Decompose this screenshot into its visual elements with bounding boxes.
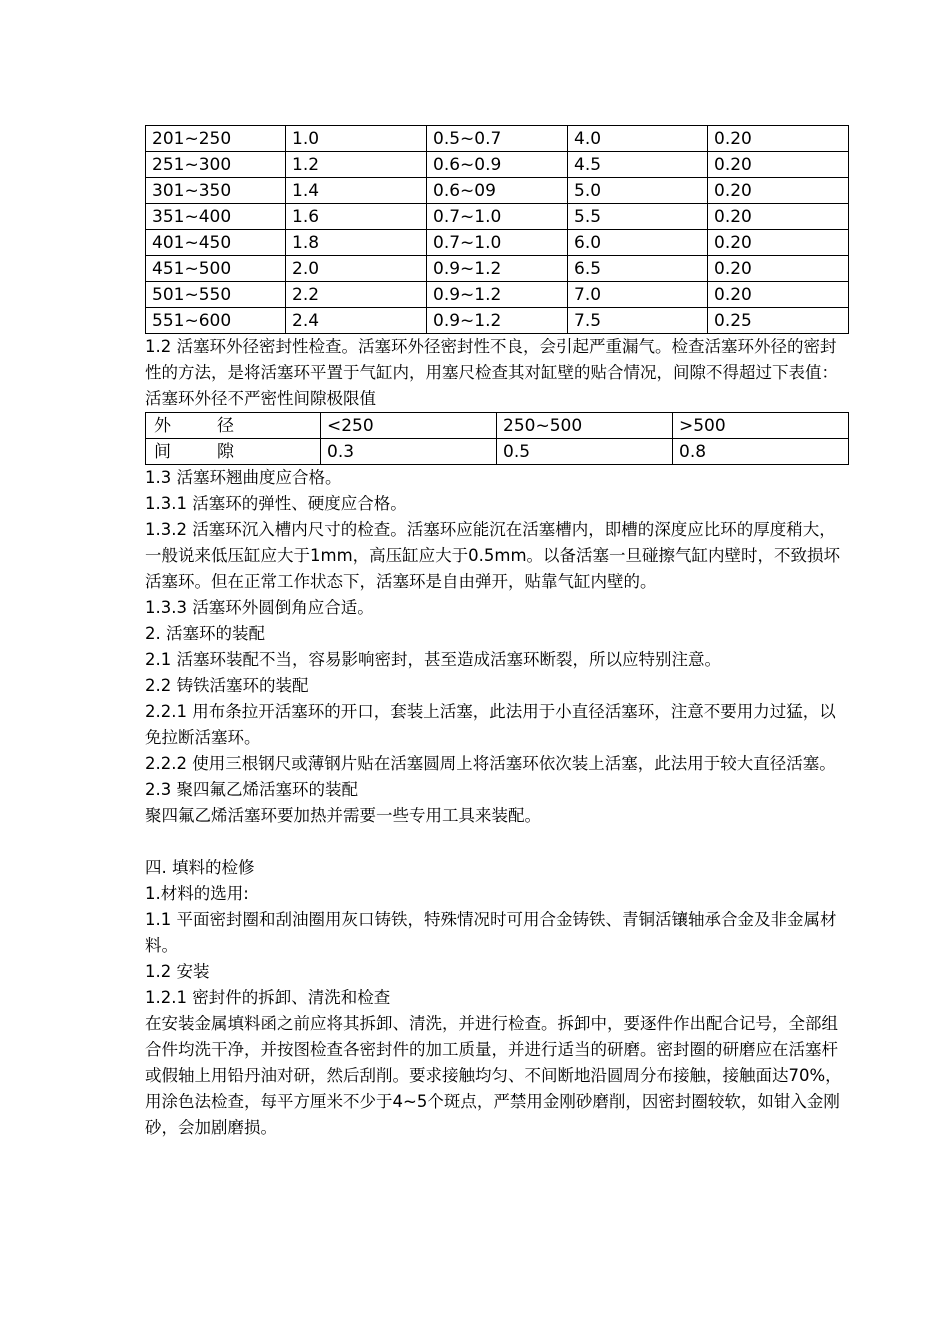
table-cell: 0.20 bbox=[708, 126, 849, 152]
paragraph-group-1 bbox=[145, 465, 848, 829]
table-cell: 0.8 bbox=[673, 439, 849, 465]
table-cell: 0.5 bbox=[497, 439, 673, 465]
table-cell: 0.20 bbox=[708, 204, 849, 230]
paragraph-group-2 bbox=[145, 855, 848, 1141]
table-cell: 7.5 bbox=[568, 308, 708, 334]
table-cell: 351~400 bbox=[146, 204, 286, 230]
section-heading: 四. 填料的检修 bbox=[145, 858, 255, 877]
table-row bbox=[146, 152, 849, 178]
paragraph: 1.1 平面密封圈和刮油圈用灰口铸铁，特殊情况时可用合金铸铁、青铜活镶轴承合金及非金属材料。 bbox=[145, 910, 837, 955]
paragraph: 2.2.2 使用三根钢尺或薄钢片贴在活塞圆周上将活塞环依次装上活塞，此法用于较大直径活塞。 bbox=[145, 754, 836, 773]
table-cell: 551~600 bbox=[146, 308, 286, 334]
table-cell: 0.25 bbox=[708, 308, 849, 334]
paragraph: 2.3 聚四氟乙烯活塞环的装配 bbox=[145, 780, 358, 799]
table-cell: 0.20 bbox=[708, 178, 849, 204]
table-cell: 301~350 bbox=[146, 178, 286, 204]
paragraph: 1.2.1 密封件的拆卸、清洗和检查 bbox=[145, 988, 391, 1007]
table-row bbox=[146, 204, 849, 230]
paragraph: 2.2 铸铁活塞环的装配 bbox=[145, 676, 309, 695]
table-cell: 1.8 bbox=[286, 230, 427, 256]
table-cell: 0.6~0.9 bbox=[427, 152, 568, 178]
table-cell: 250~500 bbox=[497, 413, 673, 439]
table-cell: 4.5 bbox=[568, 152, 708, 178]
paragraph: 1.3.3 活塞环外圆倒角应合适。 bbox=[145, 598, 374, 617]
table-cell: 间 隙 bbox=[146, 439, 321, 465]
paragraph: 1.3.2 活塞环沉入槽内尺寸的检查。活塞环应能沉在活塞槽内，即槽的深度应比环的厚度稍大，一般说来低压缸应大于1mm，高压缸应大于0.5mm。以备活塞一旦碰擦气缸内壁时，不致损坏活塞环。但在正常工作状态下，活塞环是自由弹开，贴靠气缸内壁的。 bbox=[145, 520, 841, 591]
paragraph: 1.3.1 活塞环的弹性、硬度应合格。 bbox=[145, 494, 407, 513]
table-cell: 6.0 bbox=[568, 230, 708, 256]
table-cell: 0.5~0.7 bbox=[427, 126, 568, 152]
paragraph: 聚四氟乙烯活塞环要加热并需要一些专用工具来装配。 bbox=[145, 806, 541, 825]
paragraph: 1.2 安装 bbox=[145, 962, 210, 981]
table-cell: 1.2 bbox=[286, 152, 427, 178]
table-cell: 2.4 bbox=[286, 308, 427, 334]
table-cell: 2.2 bbox=[286, 282, 427, 308]
table-cell: 0.20 bbox=[708, 256, 849, 282]
table-row bbox=[146, 178, 849, 204]
table-cell: 4.0 bbox=[568, 126, 708, 152]
table-cell: 0.20 bbox=[708, 152, 849, 178]
section-1-2: 1.2 活塞环外径密封性检查。活塞环外径密封性不良，会引起严重漏气。检查活塞环外径的密封性的方法，是将活塞环平置于气缸内，用塞尺检查其对缸壁的贴合情况，间隙不得超过下表值： bbox=[145, 337, 838, 382]
table-cell: 501~550 bbox=[146, 282, 286, 308]
table-caption: 活塞环外径不严密性间隙极限值 bbox=[145, 389, 376, 408]
table-cell: 2.0 bbox=[286, 256, 427, 282]
table-cell: 外 径 bbox=[146, 413, 321, 439]
table-row bbox=[146, 282, 849, 308]
table-cell: 0.9~1.2 bbox=[427, 282, 568, 308]
table-cell: >500 bbox=[673, 413, 849, 439]
table-cell: 0.9~1.2 bbox=[427, 308, 568, 334]
paragraph: 2. 活塞环的装配 bbox=[145, 624, 265, 643]
table-cell: 5.0 bbox=[568, 178, 708, 204]
table-cell: 0.3 bbox=[321, 439, 497, 465]
blank-line bbox=[145, 829, 848, 855]
document-body bbox=[145, 125, 848, 1141]
paragraph: 在安装金属填料函之前应将其拆卸、清洗，并进行检查。拆卸中，要逐件作出配合记号，全部组合件均洗干净，并按图检查各密封件的加工质量，并进行适当的研磨。密封圈的研磨应在活塞杆或假轴上用铅丹油对研，然后刮削。要求接触均匀、不间断地沿圆周分布接触，接触面达70%，用涂色法检查，每平方厘米不少于4~5个斑点，严禁用金刚砂磨削，因密封圈较软，如钳入金刚砂，会加剧磨损。 bbox=[145, 1014, 842, 1137]
clearance-table-body bbox=[146, 126, 849, 334]
table-cell: 201~250 bbox=[146, 126, 286, 152]
table-cell: 251~300 bbox=[146, 152, 286, 178]
table-cell: 5.5 bbox=[568, 204, 708, 230]
table-cell: 1.6 bbox=[286, 204, 427, 230]
table-cell: 0.20 bbox=[708, 282, 849, 308]
table-cell: 7.0 bbox=[568, 282, 708, 308]
table-row bbox=[146, 230, 849, 256]
table-row bbox=[146, 439, 849, 465]
table-cell: <250 bbox=[321, 413, 497, 439]
table-cell: 0.9~1.2 bbox=[427, 256, 568, 282]
table-cell: 451~500 bbox=[146, 256, 286, 282]
clearance-table bbox=[145, 125, 849, 334]
table-row bbox=[146, 126, 849, 152]
table-cell: 0.20 bbox=[708, 230, 849, 256]
table-cell: 401~450 bbox=[146, 230, 286, 256]
paragraph: 1.材料的选用: bbox=[145, 884, 249, 903]
table-cell: 1.4 bbox=[286, 178, 427, 204]
paragraph: 2.1 活塞环装配不当，容易影响密封，甚至造成活塞环断裂，所以应特别注意。 bbox=[145, 650, 721, 669]
table-cell: 1.0 bbox=[286, 126, 427, 152]
table-cell: 0.7~1.0 bbox=[427, 230, 568, 256]
table-row bbox=[146, 413, 849, 439]
outer-diameter-gap-table bbox=[145, 412, 849, 465]
table-row bbox=[146, 256, 849, 282]
table-cell: 0.7~1.0 bbox=[427, 204, 568, 230]
paragraph: 1.3 活塞环翘曲度应合格。 bbox=[145, 468, 342, 487]
paragraph: 2.2.1 用布条拉开活塞环的开口，套装上活塞，此法用于小直径活塞环，注意不要用力过猛，以免拉断活塞环。 bbox=[145, 702, 836, 747]
table-row bbox=[146, 308, 849, 334]
table-cell: 0.6~09 bbox=[427, 178, 568, 204]
table-cell: 6.5 bbox=[568, 256, 708, 282]
